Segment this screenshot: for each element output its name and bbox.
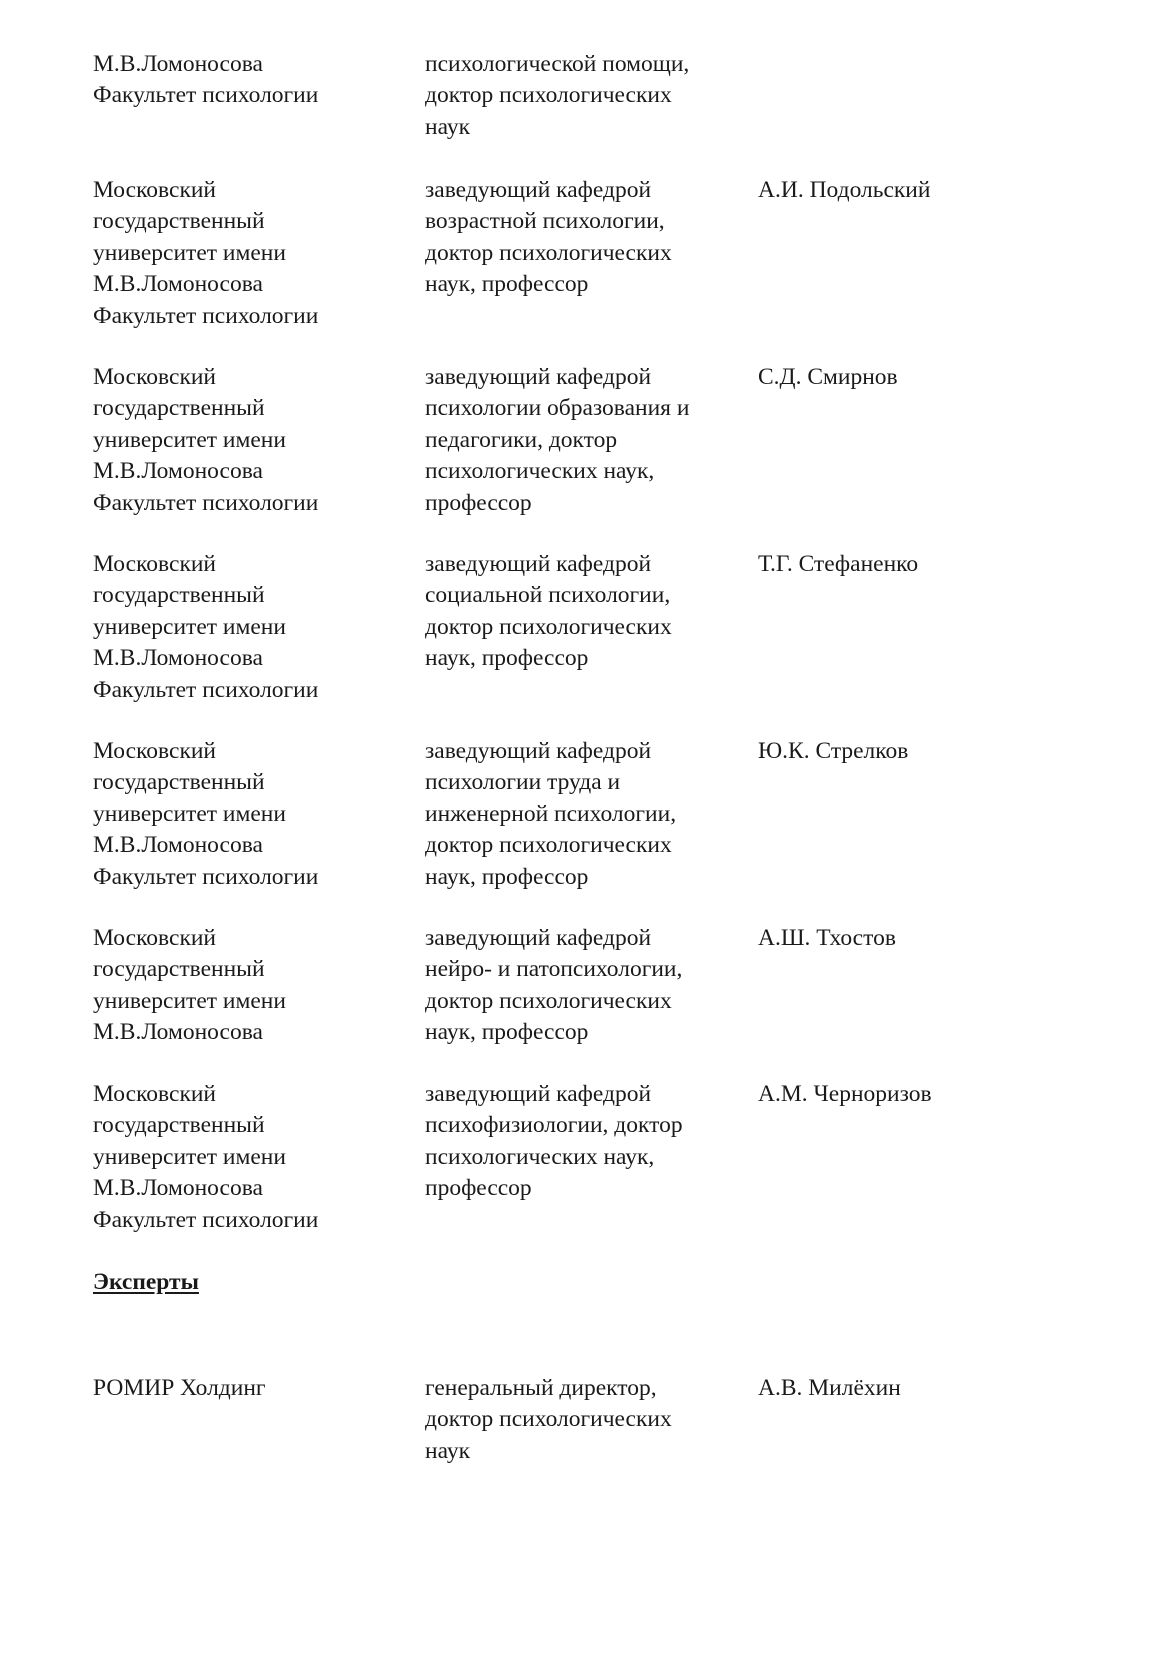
organization-cell: Московский государственный университет имени М.В.Ломоносова	[93, 925, 286, 1046]
person-name-cell: А.И. Подольский	[758, 177, 931, 203]
organization-cell: Московский государственный университет имени М.В.Ломоносова Факультет психологии	[93, 1081, 319, 1233]
person-name-cell: Ю.К. Стрелков	[758, 738, 909, 764]
organization-cell: М.В.Ломоносова Факультет психологии	[93, 51, 319, 109]
organization-cell: Московский государственный университет имени М.В.Ломоносова Факультет психологии	[93, 738, 319, 890]
person-name-cell: С.Д. Смирнов	[758, 364, 898, 390]
organization-cell: Московский государственный университет имени М.В.Ломоносова Факультет психологии	[93, 364, 319, 516]
position-cell: генеральный директор, доктор психологических наук	[425, 1375, 672, 1464]
position-cell: заведующий кафедрой психологии образования и педагогики, доктор психологических наук, профессор	[425, 364, 690, 516]
position-cell: заведующий кафедрой психофизиологии, доктор психологических наук, профессор	[425, 1081, 683, 1202]
organization-cell: Московский государственный университет имени М.В.Ломоносова Факультет психологии	[93, 177, 319, 329]
person-name-cell: А.Ш. Тхостов	[758, 925, 896, 951]
person-name-cell: Т.Г. Стефаненко	[758, 551, 919, 577]
position-cell: заведующий кафедрой возрастной психологии, доктор психологических наук, профессор	[425, 177, 672, 298]
experts-section-heading: Эксперты	[93, 1269, 199, 1295]
person-name-cell: А.В. Милёхин	[758, 1375, 901, 1401]
organization-cell: Московский государственный университет имени М.В.Ломоносова Факультет психологии	[93, 551, 319, 703]
organization-cell: РОМИР Холдинг	[93, 1375, 266, 1401]
position-cell: заведующий кафедрой нейро- и патопсихологии, доктор психологических наук, профессор	[425, 925, 683, 1046]
position-cell: психологической помощи, доктор психологических наук	[425, 51, 690, 140]
position-cell: заведующий кафедрой социальной психологии, доктор психологических наук, профессор	[425, 551, 672, 672]
person-name-cell: А.М. Черноризов	[758, 1081, 932, 1107]
position-cell: заведующий кафедрой психологии труда и инженерной психологии, доктор психологических наук, профессор	[425, 738, 677, 890]
